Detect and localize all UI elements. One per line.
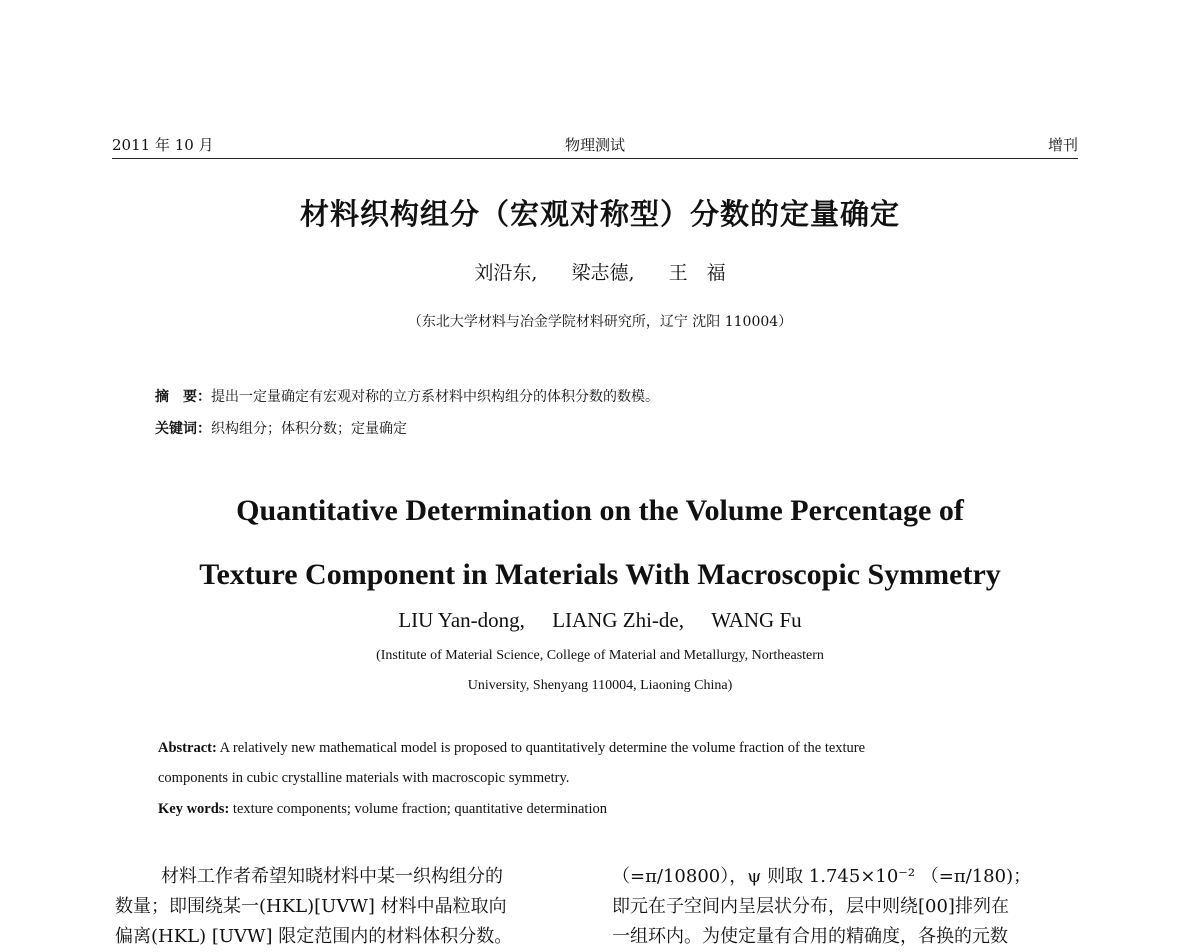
english-keywords-label: Key words: [158,801,230,817]
header-journal: 物理测试 [564,136,625,154]
body-left-column [115,862,585,952]
english-abstract-line-1 [158,733,1058,763]
chinese-author: 王 福 [668,262,726,284]
chinese-author: 刘沿东, [474,262,538,284]
chinese-authors [0,258,1200,285]
english-affiliation-line-1: (Institute of Material Science, College of Material and Metallurgy, Northeastern [376,648,824,663]
body-line: 材料工作者希望知晓材料中某一织构组分的 [161,866,503,887]
english-author: LIU Yan-dong, [398,608,525,632]
english-title-line-1: Quantitative Determination on the Volume Percentage of [236,494,964,527]
english-author: WANG Fu [711,608,802,632]
body-line: 即元在子空间内呈层状分布，层中则绕[00]排列在 [612,896,1009,917]
english-abstract [158,733,1058,793]
chinese-keywords-label: 关键词： [155,421,211,437]
chinese-keywords-text: 织构组分；体积分数；定量确定 [211,421,407,437]
running-header [112,132,1078,159]
chinese-abstract-text: 提出一定量确定有宏观对称的立方系材料中织构组分的体积分数的数模。 [211,389,659,405]
chinese-author: 梁志德, [571,262,635,284]
header-date: 2011 年 10 月 [112,136,214,154]
english-abstract-label: Abstract: [158,740,217,756]
body-line: 数量；即围绕某一(HKL)[UVW] 材料中晶粒取向 [115,896,507,917]
english-affiliation-line-2: University, Shenyang 110004, Liaoning China) [467,678,733,693]
header-issue: 增刊 [1047,136,1078,154]
english-abstract-text-1: A relatively new mathematical model is proposed to quantitatively determine the volume fraction of the texture [219,740,866,756]
english-abstract-line-2: components in cubic crystalline materials with macroscopic symmetry. [158,770,570,786]
english-author: LIANG Zhi-de, [552,608,684,632]
body-line: 偏离(HKL) [UVW] 限定范围内的材料体积分数。 [115,926,513,947]
body-line: 一组环内。为使定量有合用的精确度，各换的元数 [612,926,1008,947]
body-line: （=π/10800），ψ 则取 1.745×10⁻² （=π/180)； [612,866,1032,887]
english-authors [0,608,1200,633]
english-keywords [158,801,607,818]
chinese-affiliation: （东北大学材料与冶金学院材料研究所，辽宁 沈阳 110004） [407,314,793,330]
chinese-abstract-label: 摘 要： [155,389,211,405]
chinese-title: 材料织构组分（宏观对称型）分数的定量确定 [299,197,900,231]
chinese-abstract [155,386,659,406]
body-right-column [612,862,1082,952]
english-title-line-2: Texture Component in Materials With Macroscopic Symmetry [199,558,1001,591]
english-keywords-text: texture components; volume fraction; quantitative determination [232,801,607,817]
chinese-keywords [155,418,407,438]
